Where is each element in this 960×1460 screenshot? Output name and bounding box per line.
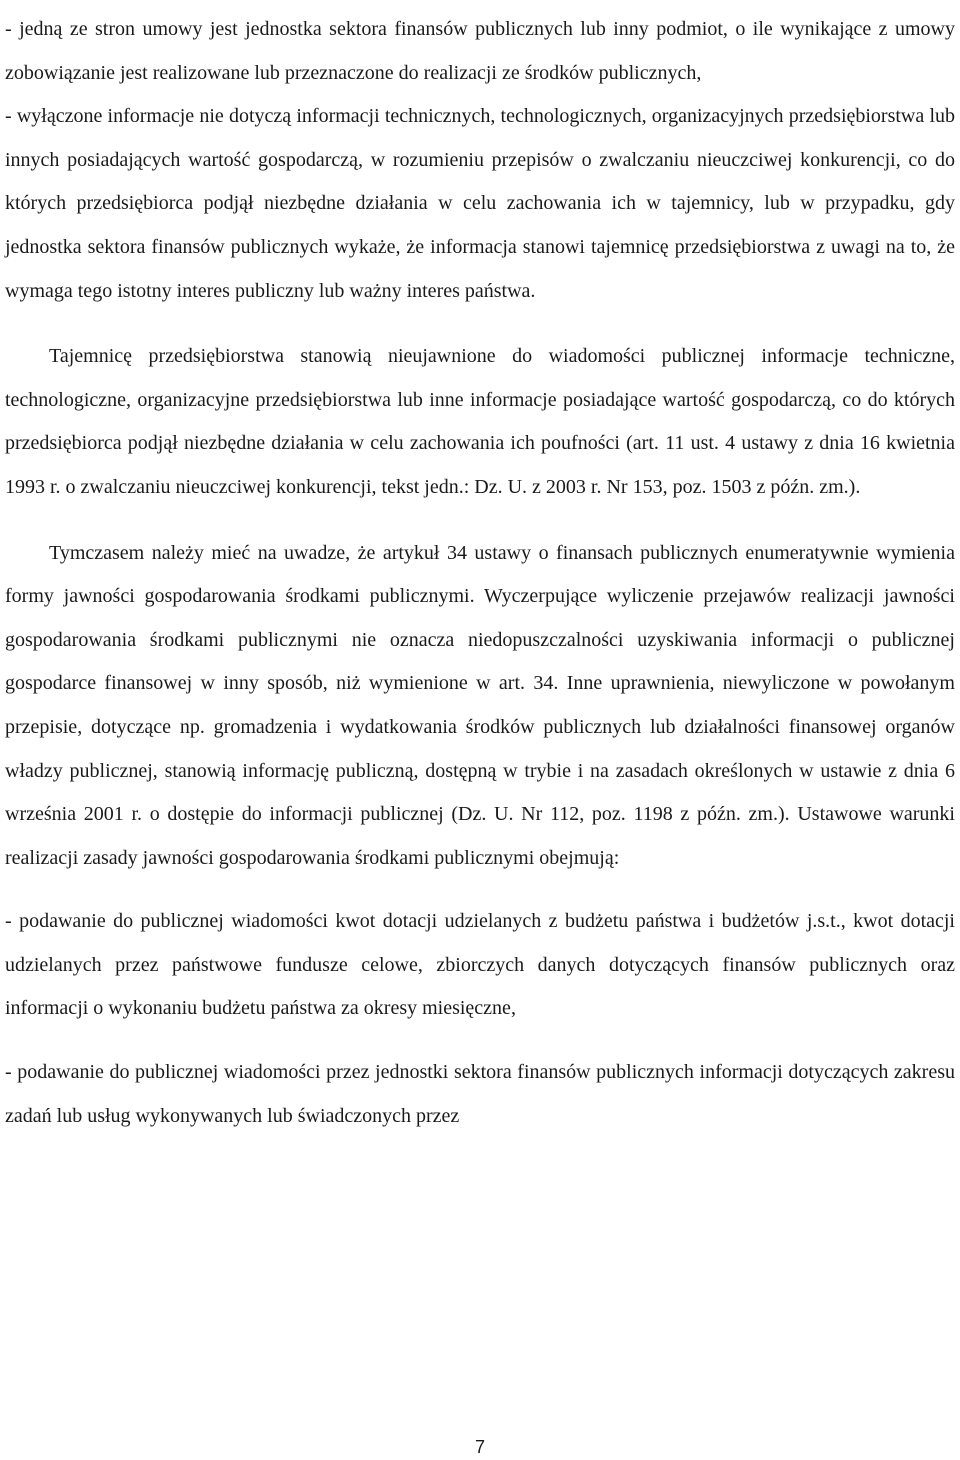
paragraph-bullet-subsidies: - podawanie do publicznej wiadomości kwot dotacji udzielanych z budżetu państwa i budżetów j.s.t., kwot dotacji udzielanych przez państwowe fundusze celowe, zbiorczych danych dotyczących finansów publicznych oraz informacji o wykonaniu budżetu państwa za okresy miesięczne, bbox=[5, 910, 955, 1020]
paragraph-bullet-excluded-information: - wyłączone informacje nie dotyczą informacji technicznych, technologicznych, organizacyjnych przedsiębiorstwa lub innych posiadających wartość gospodarczą, w rozumieniu przepisów o zwalczaniu nieuczciwej konkurencji, co do których przedsiębiorca podjął niezbędne działania w celu zachowania ich w tajemnicy, lub w przypadku, gdy jednostka sektora finansów publicznych wykaże, że informacja stanowi tajemnicę przedsiębiorstwa z uwagi na to, że wymaga tego istotny interes publiczny lub ważny interes państwa. bbox=[5, 105, 955, 302]
paragraph-bullet-public-units: - podawanie do publicznej wiadomości przez jednostki sektora finansów publicznych informacji dotyczących zakresu zadań lub usług wykonywanych lub świadczonych przez bbox=[5, 1061, 955, 1127]
page-number: 7 bbox=[474, 1437, 485, 1457]
paragraph-bullet-public-funds: - jedną ze stron umowy jest jednostka sektora finansów publicznych lub inny podmiot, o ile wynikające z umowy zobowiązanie jest realizowane lub przeznaczone do realizacji ze środków publicznych, bbox=[5, 18, 955, 84]
paragraph-public-finance-transparency: Tymczasem należy mieć na uwadze, że artykuł 34 ustawy o finansach publicznych enumeratywnie wymienia formy jawności gospodarowania środkami publicznymi. Wyczerpujące wyliczenie przejawów realizacji jawności gospodarowania środkami publicznymi nie oznacza niedopuszczalności uzyskiwania informacji o publicznej gospodarce finansowej w inny sposób, niż wymienione w art. 34. Inne uprawnienia, niewyliczone w powołanym przepisie, dotyczące np. gromadzenia i wydatkowania środków publicznych lub działalności finansowej organów władzy publicznej, stanowią informację publiczną, dostępną w trybie i na zasadach określonych w ustawie z dnia 6 września 2001 r. o dostępie do informacji publicznej (Dz. U. Nr 112, poz. 1198 z późn. zm.). Ustawowe warunki realizacji zasady jawności gospodarowania środkami publicznymi obejmują: bbox=[5, 541, 955, 869]
document-page bbox=[5, 8, 955, 1138]
paragraph-business-secret-definition: Tajemnicę przedsiębiorstwa stanowią nieujawnione do wiadomości publicznej informacje techniczne, technologiczne, organizacyjne przedsiębiorstwa lub inne informacje posiadające wartość gospodarczą, co do których przedsiębiorca podjął niezbędne działania w celu zachowania ich poufności (art. 11 ust. 4 ustawy z dnia 16 kwietnia 1993 r. o zwalczaniu nieuczciwej konkurencji, tekst jedn.: Dz. U. z 2003 r. Nr 153, poz. 1503 z późn. zm.). bbox=[5, 345, 955, 498]
